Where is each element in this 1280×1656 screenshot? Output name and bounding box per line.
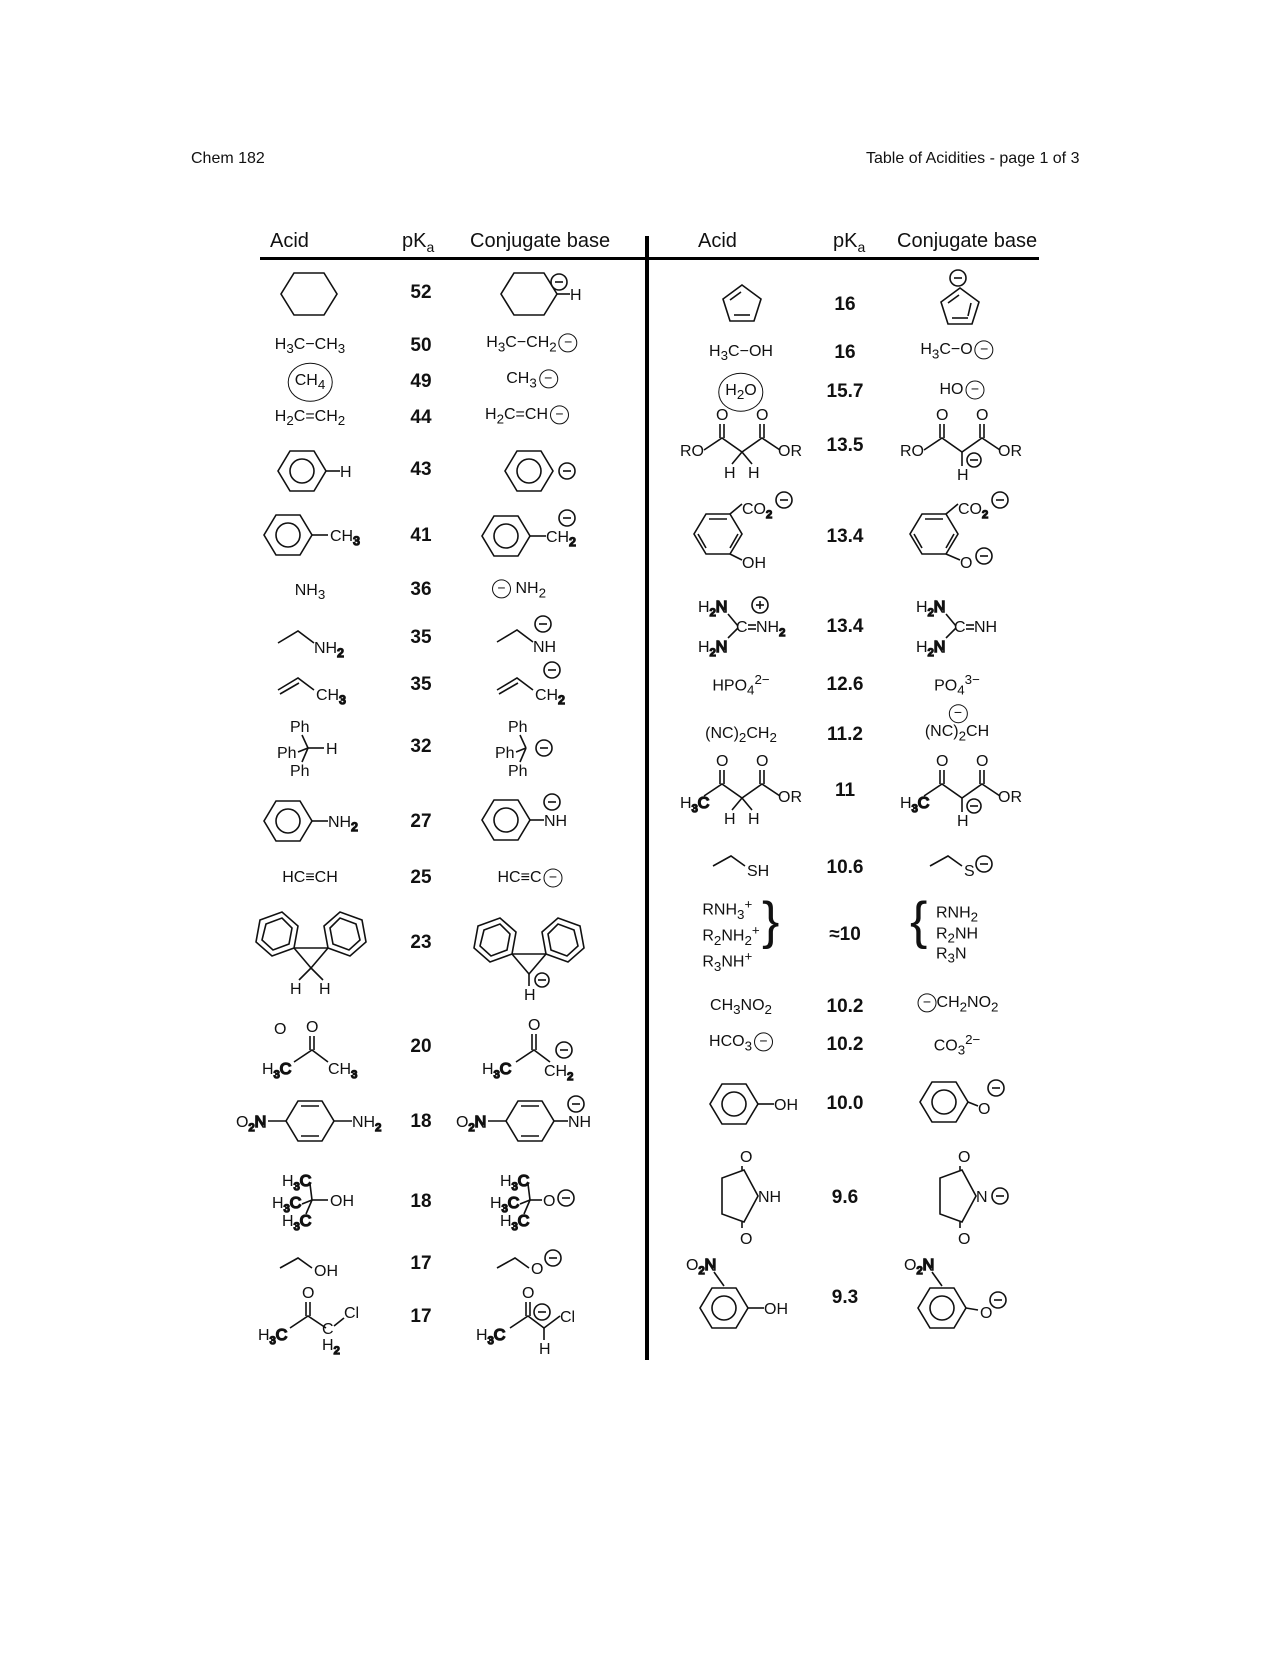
phenoxide-structure (920, 1076, 1020, 1126)
cyclohexyl-anion-structure (502, 271, 592, 317)
svg-text:H2N: $H_2N$ (916, 639, 946, 659)
svg-text:O: O (960, 555, 973, 572)
brace-left: { (910, 892, 928, 950)
pka-value: 35 (410, 674, 432, 695)
svg-text:S: S (964, 863, 975, 880)
svg-text:C: C (954, 619, 966, 636)
svg-text:O2N: $O_2N$ (236, 1114, 267, 1134)
pka-value: 9.6 (831, 1187, 859, 1208)
svg-text:H: H (326, 741, 338, 758)
svg-text:NH: NH (533, 639, 557, 656)
svg-text:RO: RO (900, 443, 924, 460)
hydrogen-phosphate-formula: $HPO_4^{2-}$ (712, 672, 770, 698)
svg-text:OH: OH (742, 555, 766, 572)
svg-text:Ph: Ph (508, 719, 528, 736)
svg-text:H2N: $H_2N$ (698, 639, 728, 659)
svg-text:O: O (980, 1305, 993, 1322)
pka-value: 10.2 (826, 1034, 864, 1055)
ethylamide-structure (497, 614, 577, 658)
malonate-anion-structure (900, 406, 1030, 484)
svg-text:H3C: $H_3C$ (272, 1195, 302, 1215)
acetoacetate-ester-structure (680, 752, 810, 826)
pka-value: 20 (410, 1036, 432, 1057)
vinyl-anion-formula: $H_2C=CH$ − (485, 405, 569, 426)
guanidine-structure (916, 596, 1026, 659)
succinimide-anion-structure (926, 1148, 1016, 1248)
propene-structure (278, 672, 378, 707)
phenol-structure (710, 1082, 820, 1126)
acetoacetate-anion-structure (900, 752, 1030, 830)
svg-text:NH: NH (758, 1189, 782, 1206)
svg-text:H3C: $H_3C$ (262, 1061, 292, 1081)
pka-value: 11 (834, 780, 856, 801)
svg-text:O: O (978, 1101, 991, 1118)
ethoxide-structure (497, 1244, 587, 1280)
svg-text:H2N: $H_2N$ (916, 599, 946, 619)
phenyl-anion-structure (505, 450, 585, 492)
svg-text:O: O (976, 407, 989, 424)
methanol-formula: $H_3C-OH$ (709, 342, 773, 363)
svg-text:CH3: $CH_3$ (316, 687, 346, 707)
svg-text:NH: NH (568, 1114, 592, 1131)
svg-text:H: H (524, 987, 536, 1004)
svg-text:O: O (740, 1231, 753, 1248)
svg-text:H: H (724, 811, 736, 828)
svg-text:O: O (274, 1021, 287, 1038)
fluorenyl-anion-structure (470, 916, 590, 1002)
svg-text:NH2: $NH_2$ (352, 1114, 382, 1134)
nitromethane-anion-formula: − $CH_2NO_2$ (916, 993, 999, 1014)
svg-text:H3C: $H_3C$ (258, 1327, 288, 1347)
methyl-anion-formula: $CH_3$ − (506, 369, 558, 390)
svg-text:N: N (976, 1189, 988, 1206)
hydroxide-formula: HO − (940, 380, 985, 399)
pka-value: 44 (410, 407, 432, 428)
svg-text:OH: OH (764, 1301, 788, 1318)
4-nitroanilide-structure (456, 1096, 616, 1144)
col-base-right: Conjugate base (897, 230, 1038, 252)
pka-value: 10.6 (826, 857, 864, 878)
svg-text:O: O (958, 1149, 971, 1166)
svg-text:O: O (522, 1285, 535, 1302)
pka-value: 10.2 (826, 996, 864, 1017)
svg-text:RO: RO (680, 443, 704, 460)
svg-text:O: O (958, 1231, 971, 1248)
pka-value: 16 (834, 342, 856, 363)
nitromethane-formula: $CH_3NO_2$ (710, 996, 772, 1017)
pka-value: 25 (410, 867, 432, 888)
ethane-formula: $H_3C-CH_3$ (274, 335, 346, 356)
ethylene-formula: $H_2C=CH_2$ (274, 407, 346, 428)
svg-text:O: O (306, 1019, 319, 1036)
acetylene-formula: HC≡CH (282, 868, 338, 886)
col-pka-right: $pK_a$ (833, 230, 866, 255)
allyl-anion-structure (497, 660, 587, 707)
brace-right: } (762, 892, 780, 950)
svg-text:CO2: $CO_2$ (742, 501, 773, 521)
malononitrile-anion-formula: − $(NC)_2CH$ (924, 704, 990, 744)
malonate-ester-structure (680, 406, 810, 480)
svg-text:NH2: $NH_2$ (314, 640, 344, 660)
svg-text:H3C: $H_3C$ (490, 1195, 520, 1215)
pka-value: 17 (410, 1306, 432, 1327)
header-right: Table of Acidities - page 1 of 3 (866, 150, 1080, 167)
ethanol-structure (280, 1252, 370, 1282)
svg-text:CH2: $CH_2$ (546, 529, 576, 549)
col-acid-right: Acid (698, 230, 737, 252)
svg-text:O: O (716, 407, 729, 424)
pka-value: 32 (410, 736, 432, 757)
svg-text:Ph: Ph (290, 719, 310, 736)
svg-text:OH: OH (330, 1193, 354, 1210)
svg-text:Ph: Ph (290, 763, 310, 780)
ammonia-formula: $NH_3$ (294, 581, 326, 602)
svg-text:O: O (302, 1285, 315, 1302)
pka-value: 36 (410, 579, 432, 600)
acetone-enolate-structure (482, 1014, 592, 1083)
svg-text:O2N: $O_2N$ (904, 1257, 935, 1277)
svg-text:H: H (957, 813, 969, 830)
ethanethiolate-structure (930, 846, 1020, 882)
svg-text:Ph: Ph (277, 745, 297, 762)
pka-value: 17 (410, 1253, 432, 1274)
3-nitrophenol-structure (686, 1254, 816, 1334)
svg-text:H3C: $H_3C$ (476, 1327, 506, 1347)
methoxide-formula: $H_3C-O$ − (920, 340, 993, 361)
svg-text:H: H (570, 287, 582, 304)
fluorene-structure (252, 910, 372, 996)
svg-text:SH: SH (747, 863, 770, 880)
pka-value: 15.7 (826, 381, 864, 402)
pka-value: 27 (410, 811, 432, 832)
3-nitrophenoxide-structure (904, 1254, 1024, 1334)
pka-value: 10.0 (826, 1093, 864, 1114)
svg-text:O: O (528, 1017, 541, 1034)
pka-value: 41 (410, 525, 432, 546)
svg-text:H3C: $H_3C$ (282, 1213, 312, 1233)
benzene-structure (278, 450, 368, 492)
ethyl-anion-formula: $H_3C-CH_2$ − (486, 333, 577, 354)
svg-text:H3C: $H_3C$ (282, 1173, 312, 1193)
svg-text:Cl: Cl (344, 1305, 360, 1322)
svg-text:H: H (340, 464, 352, 481)
acetylide-formula: HC≡C − (498, 868, 563, 887)
svg-text:Ph: Ph (508, 763, 528, 780)
cyclopentadiene-structure (720, 283, 764, 327)
svg-text:O2N: $O_2N$ (456, 1114, 487, 1134)
pka-value: 43 (410, 459, 432, 480)
phosphate-formula: $PO_4^{3-}$ (934, 672, 980, 698)
pka-value: 9.3 (831, 1287, 859, 1308)
toluene-structure (264, 514, 374, 556)
header-rule-right (649, 257, 1039, 260)
svg-text:OR: OR (778, 443, 802, 460)
pka-value: 11.2 (827, 724, 863, 745)
svg-text:Ph: Ph (495, 745, 515, 762)
column-divider (645, 236, 649, 1360)
4-nitroaniline-structure (236, 1100, 396, 1142)
svg-text:H: H (724, 465, 736, 482)
pka-value: 13.4 (826, 526, 864, 547)
svg-text:H3C: $H_3C$ (482, 1061, 512, 1081)
svg-text:H: H (957, 467, 969, 484)
pka-value: 12.6 (826, 674, 864, 695)
tert-butoxide-structure (488, 1170, 598, 1232)
header-left: Chem 182 (191, 150, 265, 167)
ethanethiol-structure (713, 852, 803, 882)
pka-value: 16 (834, 294, 856, 315)
svg-text:H2: $H_2$ (322, 1337, 340, 1357)
svg-text:C: C (736, 619, 748, 636)
svg-text:H3C: $H_3C$ (680, 795, 710, 815)
svg-text:O: O (976, 753, 989, 770)
svg-text:O2N: $O_2N$ (686, 1257, 717, 1277)
pka-value: 18 (410, 1191, 432, 1212)
chloroacetone-enolate-structure (476, 1282, 596, 1356)
svg-text:CO2: $CO_2$ (958, 501, 989, 521)
svg-text:OR: OR (998, 443, 1022, 460)
chloroacetone-structure (258, 1282, 370, 1357)
bicarbonate-formula: $HCO_3$ − (709, 1032, 773, 1053)
svg-text:OH: OH (314, 1263, 338, 1280)
svg-text:NH2: $NH_2$ (756, 619, 786, 639)
pka-value: 18 (410, 1111, 432, 1132)
svg-text:H: H (319, 981, 331, 998)
pka-value: 13.5 (826, 435, 864, 456)
svg-text:O: O (543, 1193, 556, 1210)
amide-anion-formula: − $NH_2$ (490, 579, 546, 600)
svg-text:Cl: Cl (560, 1309, 576, 1326)
pka-value: 52 (410, 282, 432, 303)
malononitrile-formula: $(NC)_2CH_2$ (705, 724, 777, 745)
svg-text:O: O (936, 407, 949, 424)
pka-value: 50 (410, 335, 432, 356)
svg-text:OR: OR (778, 789, 802, 806)
svg-text:H: H (290, 981, 302, 998)
svg-text:H3C: $H_3C$ (500, 1213, 530, 1233)
svg-text:O: O (716, 753, 729, 770)
col-pka-left: $pK_a$ (402, 230, 435, 255)
svg-text:O: O (531, 1261, 544, 1278)
svg-text:CH2: $CH_2$ (544, 1063, 574, 1083)
svg-text:OH: OH (774, 1097, 798, 1114)
anilide-structure (482, 794, 592, 842)
water-formula: $H_2O$ (718, 373, 763, 412)
aniline-structure (264, 800, 384, 842)
svg-text:NH: NH (544, 813, 568, 830)
svg-text:H3C: $H_3C$ (900, 795, 930, 815)
col-base-left: Conjugate base (470, 230, 611, 252)
cyclopentadienyl-anion-structure (938, 268, 982, 330)
triphenylmethane-structure (276, 716, 356, 780)
succinimide-structure (708, 1148, 798, 1248)
svg-text:H: H (748, 811, 760, 828)
svg-text:H: H (748, 465, 760, 482)
benzyl-anion-structure (482, 510, 592, 558)
guanidinium-structure (698, 596, 808, 659)
cyclohexane-structure (282, 271, 342, 317)
svg-text:O: O (936, 753, 949, 770)
salicylate-structure (694, 490, 804, 570)
ammonium-ions-list: $RNH_3^+$ $R_2NH_2^+$ $R_3NH^+$ (702, 896, 760, 974)
tert-butanol-structure (270, 1170, 380, 1232)
ethylamine-structure (278, 625, 378, 660)
svg-text:OR: OR (998, 789, 1022, 806)
salicylate-dianion-structure (910, 490, 1020, 570)
svg-text:O: O (756, 407, 769, 424)
col-acid-left: Acid (270, 230, 309, 252)
svg-text:CH3: $CH_3$ (330, 528, 360, 548)
header-rule-left (260, 257, 646, 260)
svg-text:H: H (539, 1341, 551, 1358)
pka-value: 49 (410, 371, 432, 392)
svg-text:CH2: $CH_2$ (535, 687, 565, 707)
svg-text:H3C: $H_3C$ (500, 1173, 530, 1193)
svg-text:H2N: $H_2N$ (698, 599, 728, 619)
acetone-structure (264, 1018, 374, 1080)
trityl-anion-structure (494, 716, 574, 780)
svg-text:NH2: $NH_2$ (328, 814, 358, 834)
svg-text:O: O (740, 1149, 753, 1166)
pka-value: ≈10 (829, 924, 861, 945)
pka-value: 13.4 (826, 616, 864, 637)
svg-text:C: C (322, 1321, 334, 1338)
svg-text:O: O (756, 753, 769, 770)
pka-value: 23 (410, 932, 432, 953)
carbonate-formula: $CO_3^{2-}$ (933, 1032, 981, 1058)
svg-text:CH3: $CH_3$ (328, 1061, 358, 1081)
pka-value: 35 (410, 627, 432, 648)
svg-text:NH: NH (974, 619, 998, 636)
methane-formula: $CH_4$ (288, 363, 333, 402)
amines-list: $RNH_2$ $R_2NH$ $R_3N$ (935, 904, 979, 966)
